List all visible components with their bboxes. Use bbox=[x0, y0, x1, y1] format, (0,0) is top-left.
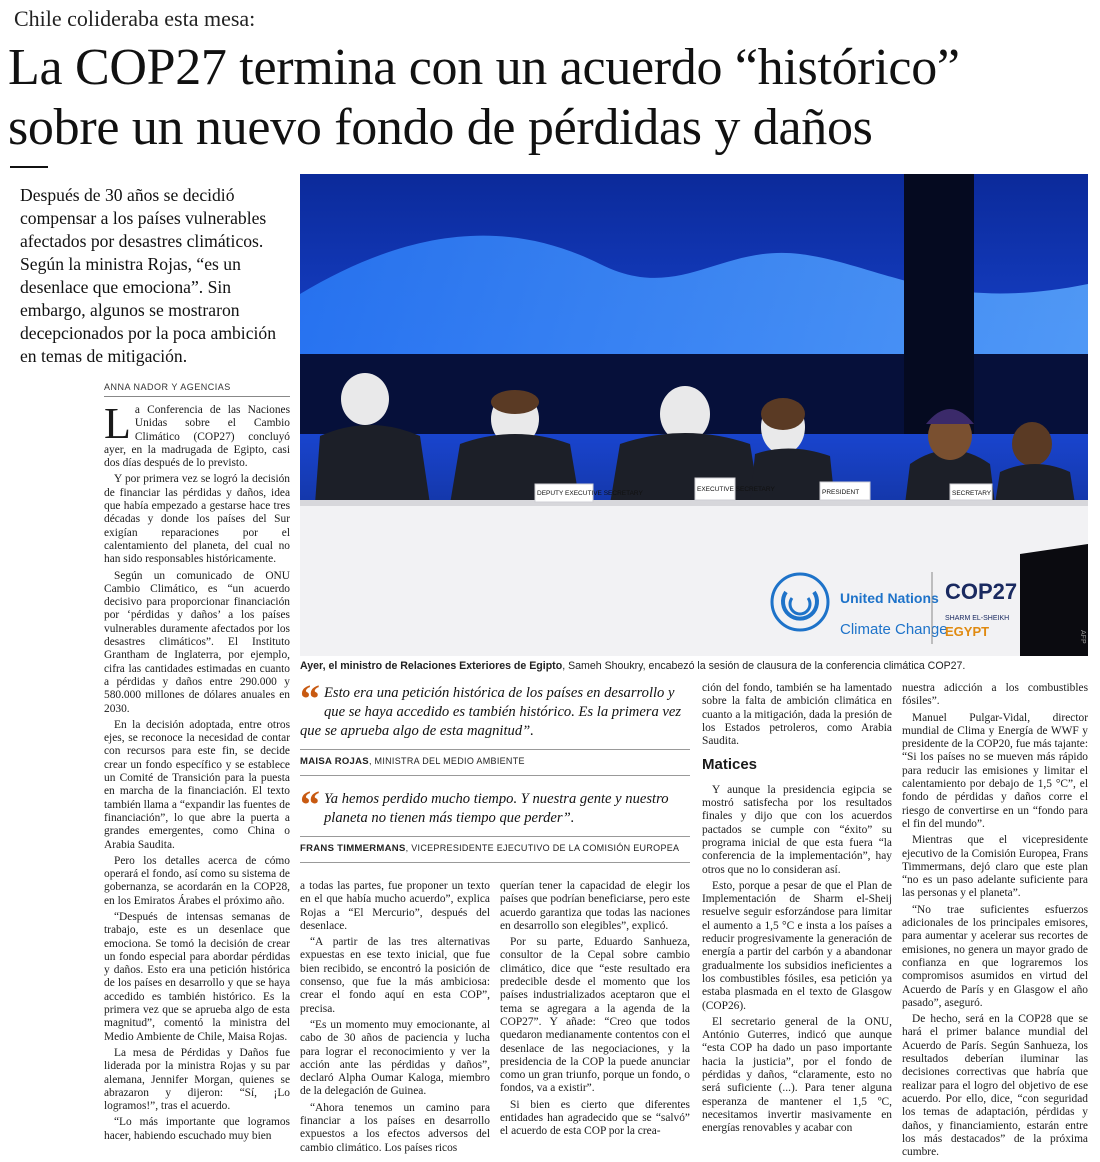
paragraph: “No trae suficientes esfuerzos adicionales de los principales emisores, para aumentar y acelerar sus recortes de emisiones, no genera un mayor grado de confianza en que lograremos los compromisos asumidos en virtud del Acuerdo de París y en Glasgow el año pasado”, aseguró. bbox=[902, 903, 1088, 1009]
quote-mark-icon: “ bbox=[300, 782, 320, 827]
paragraph: a todas las partes, fue proponer un texto en el que había mucho acuerdo”, explica Rojas a “El Mercurio”, después del desenlace. bbox=[300, 880, 490, 932]
article-column-2 bbox=[300, 880, 490, 1158]
egypt-text: EGYPT bbox=[945, 624, 990, 639]
paragraph: De hecho, será en la COP28 que se hará el primer balance mundial del Acuerdo de París. Según Sanhueza, los resultados deberían iluminar las decisiones correctivas que habría que realizar para el logro del objetivo de ese acuerdo. Por ello, dice, “con seguridad los temas de adaptación, pérdidas y daños, y financiamiento, estarán entre los más destacados” de la próxima cumbre. bbox=[902, 1013, 1088, 1159]
un-text: United Nations bbox=[840, 590, 939, 606]
paragraph: “Es un momento muy emocionante, al cabo de 30 años de paciencia y lucha para lograr el reconocimiento y ver la acción ante las pérdidas y daños”, declaró Alpha Oumar Kaloga, miembro de la delegación de Guinea. bbox=[300, 1018, 490, 1098]
article-column-3 bbox=[500, 880, 690, 1142]
quote-attribution: MAISA ROJAS, MINISTRA DEL MEDIO AMBIENTE bbox=[300, 756, 525, 767]
kicker: Chile colideraba esta mesa: bbox=[14, 6, 256, 31]
paragraph: Pero los detalles acerca de cómo operará el fondo, así como su sistema de gobernanza, se acordarán en la COP28, en los Emiratos Árabes el próximo año. bbox=[104, 854, 290, 907]
paragraph: Y aunque la presidencia egipcia se mostró satisfecha por los resultados finales y dijo que con los acuerdos pactados se cumple con “éxito” su programa inicial de que esta fuera “la conferencia de la implementación”, hay otros que no lo consideran así. bbox=[702, 783, 892, 876]
paragraph: ción del fondo, también se ha lamentado sobre la falta de ambición climática en cuanto a la mitigación, dada la presión de los Estados petroleros, como Arabia Saudita. bbox=[702, 682, 892, 748]
paragraph: Según un comunicado de ONU Cambio Climático, es “un acuerdo decisivo para proporcionar financiación por ‘pérdidas y daños’ a los países vulnerables duramente afectados por los desastres climáticos”. El Instituto Grantham de Inglaterra, por ejemplo, cifra las cantidades estimadas en cuanto a pérdidas y daños entre 290.000 y 580.000 millones de dólares anuales en 2030. bbox=[104, 569, 290, 715]
caption-bold: Ayer, el ministro de Relaciones Exteriores de Egipto bbox=[300, 660, 563, 672]
climate-change-text: Climate Change bbox=[840, 621, 948, 638]
cop27-logo-text: COP27 bbox=[945, 579, 1018, 604]
section-heading: Matices bbox=[702, 756, 758, 774]
paragraph: El secretario general de la ONU, António Guterres, indicó que aunque “esta COP ha dado un paso importante hacia la justicia”, por el fondo de pérdidas y daños, “claramente, esto no será suficiente (...). Para tener alguna esperanza de mantener el 1,5 ºC, necesitamos invertir masivamente en energías renovables y acabar con bbox=[702, 1015, 892, 1135]
paragraph: Por su parte, Eduardo Sanhueza, consultor de la Cepal sobre cambio climático, dice que “este resultado era predecible desde el momento que los países industrializados aceptaron que el tema se agregara a la agenda de la COP27”. Y añade: “Creo que todos quedaron medianamente contentos con el desenlace de las negociaciones, y la presidencia de la COP la puede anunciar como un gran triunfo, porque un fondo, o fondos, va a existir”. bbox=[500, 936, 690, 1095]
divider bbox=[10, 166, 48, 168]
paragraph: “Lo más importante que logramos hacer, habiendo escuchado muy bien bbox=[104, 1116, 290, 1142]
placard-deputy: DEPUTY EXECUTIVE SECRETARY bbox=[537, 490, 643, 497]
photo-illustration bbox=[300, 174, 1088, 656]
caption-text: , Sameh Shoukry, encabezó la sesión de clausura de la conferencia climática COP27. bbox=[562, 660, 966, 672]
quote-mark-icon: “ bbox=[300, 676, 320, 721]
photo-credit: AFP bbox=[1079, 630, 1086, 644]
placard-president: PRESIDENT bbox=[822, 489, 860, 496]
article-column-1 bbox=[104, 399, 290, 1146]
dek: Después de 30 años se decidió compensar a los países vulnerables afectados por desastres climáticos. Según la ministra Rojas, “es un desenlace que emociona”. Sin embargo, algunos se mostraron decepcionados por la poca ambición en temas de mitigación. bbox=[20, 185, 276, 366]
byline-rule bbox=[104, 396, 290, 397]
placard-secretary: SECRETARY bbox=[952, 490, 992, 497]
pull-quote-2 bbox=[300, 782, 690, 863]
pull-quote-1 bbox=[300, 676, 690, 776]
article-column-4 bbox=[702, 682, 892, 1139]
photo bbox=[300, 174, 1088, 656]
quote-rule bbox=[300, 775, 690, 776]
quote-rule bbox=[300, 862, 690, 863]
photo-caption bbox=[300, 660, 1088, 672]
headline bbox=[8, 38, 1098, 158]
paragraph: Esto, porque a pesar de que el Plan de Implementación de Sharm el-Sheij resuelve seguir esforzándose para limitar el aumento a 1,5 °C e insta a los países a reducir progresivamente la generación de energía a partir del carbón y a abandonar gradualmente los subsidios ineficientes a los combustibles fósiles, esa petición ya estaba plasmada en el texto de Glasgow (COP26). bbox=[702, 879, 892, 1012]
paragraph: “Ahora tenemos un camino para financiar a los países en desarrollo expuestos a los efectos adversos del cambio climático. Los países ricos bbox=[300, 1101, 490, 1154]
quote-rule bbox=[300, 749, 690, 750]
sharm-text: SHARM EL-SHEIKH bbox=[945, 615, 1010, 622]
quote-attribution: FRANS TIMMERMANS, VICEPRESIDENTE EJECUTIVO DE LA COMISIÓN EUROPEA bbox=[300, 843, 680, 854]
paragraph: “A partir de las tres alternativas expuestas en ese texto inicial, que fue bien recibido, se encontró la posición de consenso, que fue la más ambiciosa: crear el fondo aquí en esta COP”, precisa. bbox=[300, 936, 490, 1015]
paragraph: nuestra adicción a los combustibles fósiles”. bbox=[902, 682, 1088, 708]
paragraph: Si bien es cierto que diferentes entidades han agradecido que se “salvó” el acuerdo de esta COP por la crea- bbox=[500, 1098, 690, 1138]
quote-rule bbox=[300, 836, 690, 837]
headline-line-2: sobre un nuevo fondo de pérdidas y daños bbox=[8, 99, 873, 156]
paragraph: La Conferencia de las Naciones Unidas sobre el Cambio Climático (COP27) concluyó ayer, en la madrugada de Egipto, casi dos días después de lo previsto. bbox=[104, 399, 290, 470]
paragraph: La mesa de Pérdidas y Daños fue liderada por la ministra Rojas y su par alemana, Jennifer Morgan, quienes se abrazaron y dijeron: “Sí, ¡Lo logramos!”, tras el acuerdo. bbox=[104, 1046, 290, 1113]
drop-cap: L bbox=[104, 399, 131, 448]
paragraph: “Después de intensas semanas de trabajo, este es un desenlace que emociona. Se tomó la decisión de crear un fondo especial para abordar pérdidas y daños. Esto era una petición histórica de los países en desarrollo y que se haya accedido es también histórico. Es la primera vez que se aprueba algo de esta magnitud”, comentó la ministra del Medio Ambiente de Chile, Maisa Rojas. bbox=[104, 910, 290, 1043]
paragraph: Y por primera vez se logró la decisión de financiar las pérdidas y daños, idea que había empezado a gestarse hace tres décadas y donde los países del Sur exigían reparaciones por el calentamiento del planeta, del cual no han sido responsables históricamente. bbox=[104, 473, 290, 566]
paragraph: querían tener la capacidad de elegir los países que podrían beneficiarse, pero este acuerdo garantiza que todas las naciones en desarrollo son elegibles”, explicó. bbox=[500, 880, 690, 932]
pull-quote-text: Ya hemos perdido mucho tiempo. Y nuestra gente y nuestro planeta no tienen más tiempo que perder”. bbox=[324, 791, 669, 826]
article-column-5 bbox=[902, 682, 1088, 1162]
paragraph: En la decisión adoptada, entre otros ejes, se reconoce la necesidad de contar con recursos para este fin, se decide crear un fondo específico y se establece un Comité de Transición para la puesta en marcha de la financiación. El texto también llama a “expandir las fuentes de financiación”, lo que abre la puerta a grandes emergentes, como China o Arabia Saudita. bbox=[104, 718, 290, 851]
paragraph: Mientras que el vicepresidente ejecutivo de la Comisión Europea, Frans Timmermans, dejó claro que este plan “no es un paso adelante suficiente para las personas y el planeta”. bbox=[902, 834, 1088, 900]
headline-line-1: La COP27 termina con un acuerdo “histórico” bbox=[8, 39, 960, 96]
placard-exec: EXECUTIVE SECRETARY bbox=[697, 486, 775, 493]
paragraph: Manuel Pulgar-Vidal, director mundial de Clima y Energía de WWF y presidente de la COP20, fue más tajante: “Si los países no se mueven más rápido para reducir las emisiones y limitar el calentamiento por debajo de 1,5 °C”, el fondo de pérdidas y daños corre el riesgo de convertirse en un “fondo para el fin del mundo”. bbox=[902, 711, 1088, 830]
pull-quote-text: Esto era una petición histórica de los países en desarrollo y que se haya accedido es también histórico. Es la primera vez que se aprueba algo de esta magnitud”. bbox=[300, 685, 682, 739]
byline: ANNA NADOR Y AGENCIAS bbox=[104, 382, 231, 392]
